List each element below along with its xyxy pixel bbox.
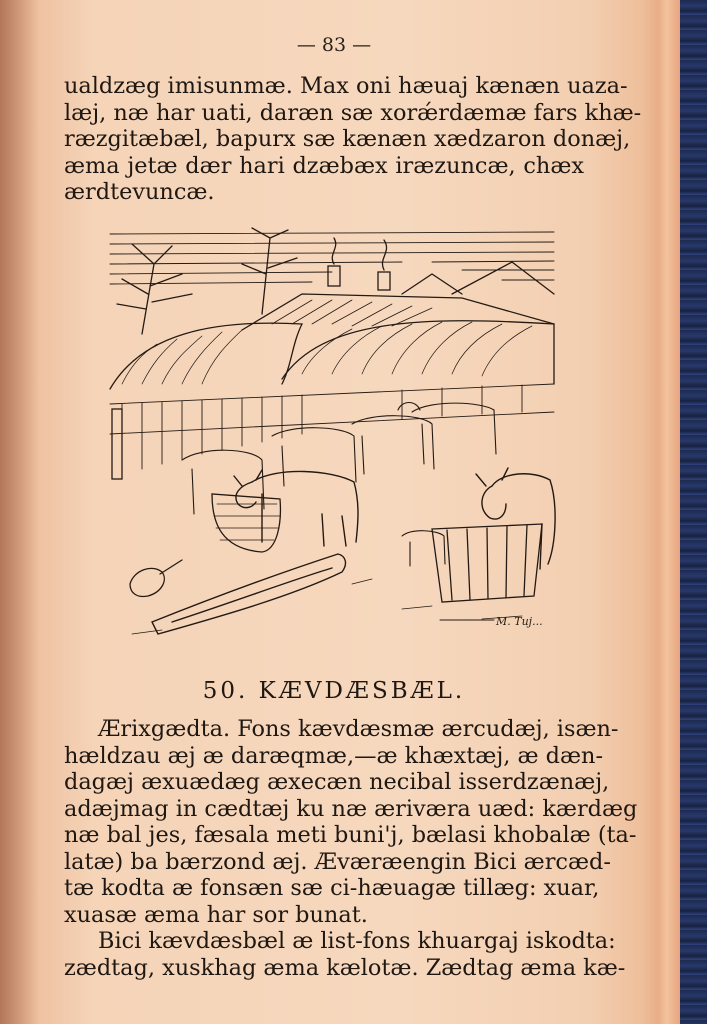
text-line: latæ) ba bærzond æj. Æværæengin Bici ærcæd- bbox=[64, 848, 611, 875]
section-heading: 50. KÆVDÆSBÆL. bbox=[202, 678, 466, 704]
bucket bbox=[130, 560, 182, 597]
text-line: æma jetæ dær hari dzæbæx iræzuncæ, chæx bbox=[64, 152, 584, 179]
text-line: ræzgitæbæl, bapurx sæ kænæn xædzaron donæj, bbox=[64, 126, 631, 152]
shed-roof-right bbox=[282, 321, 554, 384]
farmyard-illustration bbox=[102, 224, 562, 648]
hay-rack bbox=[432, 524, 542, 602]
wicker-basket bbox=[212, 494, 280, 552]
illustrator-signature: M. Tuj... bbox=[496, 615, 543, 628]
shed-roof-left bbox=[110, 323, 302, 389]
body-paragraph-2 bbox=[64, 928, 626, 981]
barn-roof-back bbox=[402, 262, 554, 294]
calf bbox=[402, 531, 445, 566]
bare-tree-left bbox=[117, 244, 192, 334]
cattle-herd bbox=[182, 403, 496, 515]
text-line: xuasæ æma har sor bunat. bbox=[64, 901, 368, 928]
text-line: tæ kodta æ fonsæn sæ ci-hæuagæ tillæg: xuar, bbox=[64, 875, 600, 901]
book-cover-edge bbox=[680, 0, 707, 1024]
wooden-trough bbox=[152, 554, 345, 634]
top-paragraph bbox=[64, 73, 642, 206]
page-edge bbox=[658, 0, 680, 1024]
ox-foreground bbox=[234, 470, 358, 546]
text-line: adæjmag in cædtæj ku næ æriværa uæd: kærdæg bbox=[64, 795, 638, 822]
spine-shadow bbox=[0, 0, 38, 1024]
text-line: ærdtevuncæ. bbox=[64, 179, 215, 205]
text-line: zædtag, xuskhag æma kælotæ. Zædtag æma kæ- bbox=[64, 954, 626, 981]
text-line: hældzau æj æ daræqmæ,—æ khæxtæj, æ dæn- bbox=[64, 742, 604, 769]
body-paragraph-1 bbox=[64, 716, 638, 928]
text-line: dagæj æxuædæg æxecæn necibal isserdzænæj, bbox=[64, 769, 610, 795]
chimney bbox=[328, 266, 340, 286]
text-line: Bici kævdæsbæl æ list-fons khuargaj iskodta: bbox=[98, 928, 616, 954]
text-line: næ bal jes, fæsala meti buni'j, bælasi khobalæ (ta- bbox=[64, 822, 637, 848]
page-number: — 83 — bbox=[296, 34, 372, 56]
chimney bbox=[378, 272, 390, 290]
text-line: Ærixgædta. Fons kævdæsmæ ærcudæj, isæn- bbox=[98, 716, 619, 742]
gate-post bbox=[112, 409, 122, 479]
text-line: læj, næ har uati, daræn sæ xorǽrdæmæ fars khæ- bbox=[64, 99, 642, 126]
bare-tree-right bbox=[242, 228, 297, 314]
text-line: ualdzæg imisunmæ. Max oni hæuaj kænæn uaza- bbox=[64, 73, 628, 99]
